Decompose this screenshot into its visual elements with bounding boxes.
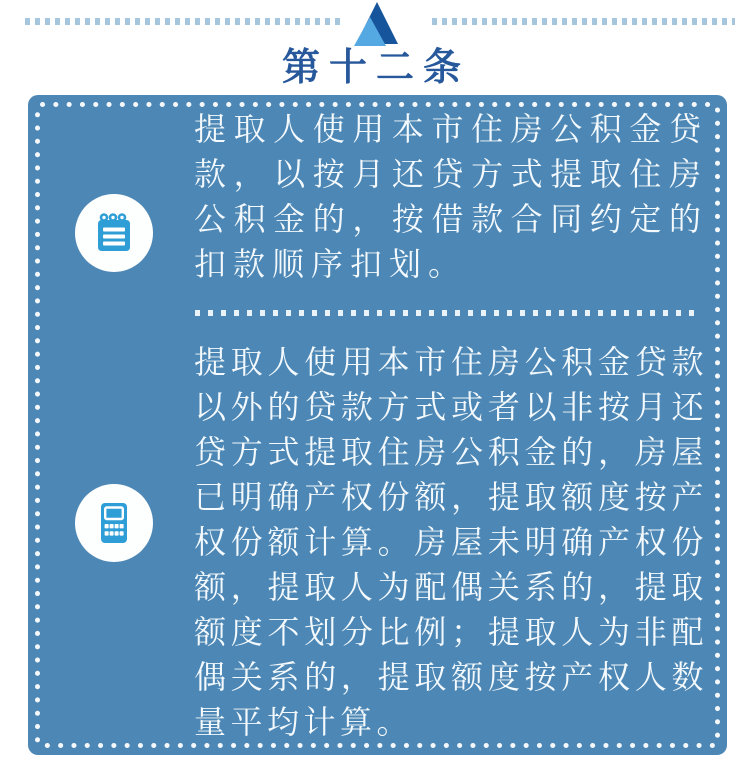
section-2-icon-badge — [75, 484, 153, 562]
header-dashed-rule-left — [25, 18, 345, 25]
notepad-icon — [90, 209, 138, 257]
page-title: 第十二条 — [281, 47, 470, 89]
up-arrow-icon — [352, 0, 400, 47]
article-card — [28, 95, 727, 755]
section-2-text: 提取人使用本市住房公积金贷款以外的贷款方式或者以非按月还贷方式提取住房公积金的，房屋已明确产权份额，提取额度按产权份额计算。房屋未明确产权份额，提取人为配偶关系的，提取额度不划分比例；提取人为非配偶关系的，提取额度按产权人数量平均计算。 — [194, 344, 708, 740]
section-1-icon-badge — [75, 194, 153, 272]
header-dashed-rule-right — [432, 18, 735, 25]
calculator-icon — [90, 499, 138, 547]
section-1-text: 提取人使用本市住房公积金贷款，以按月还贷方式提取住房公积金的，按借款合同约定的扣款顺序扣划。 — [194, 111, 708, 282]
section-divider-dotted — [195, 310, 700, 316]
